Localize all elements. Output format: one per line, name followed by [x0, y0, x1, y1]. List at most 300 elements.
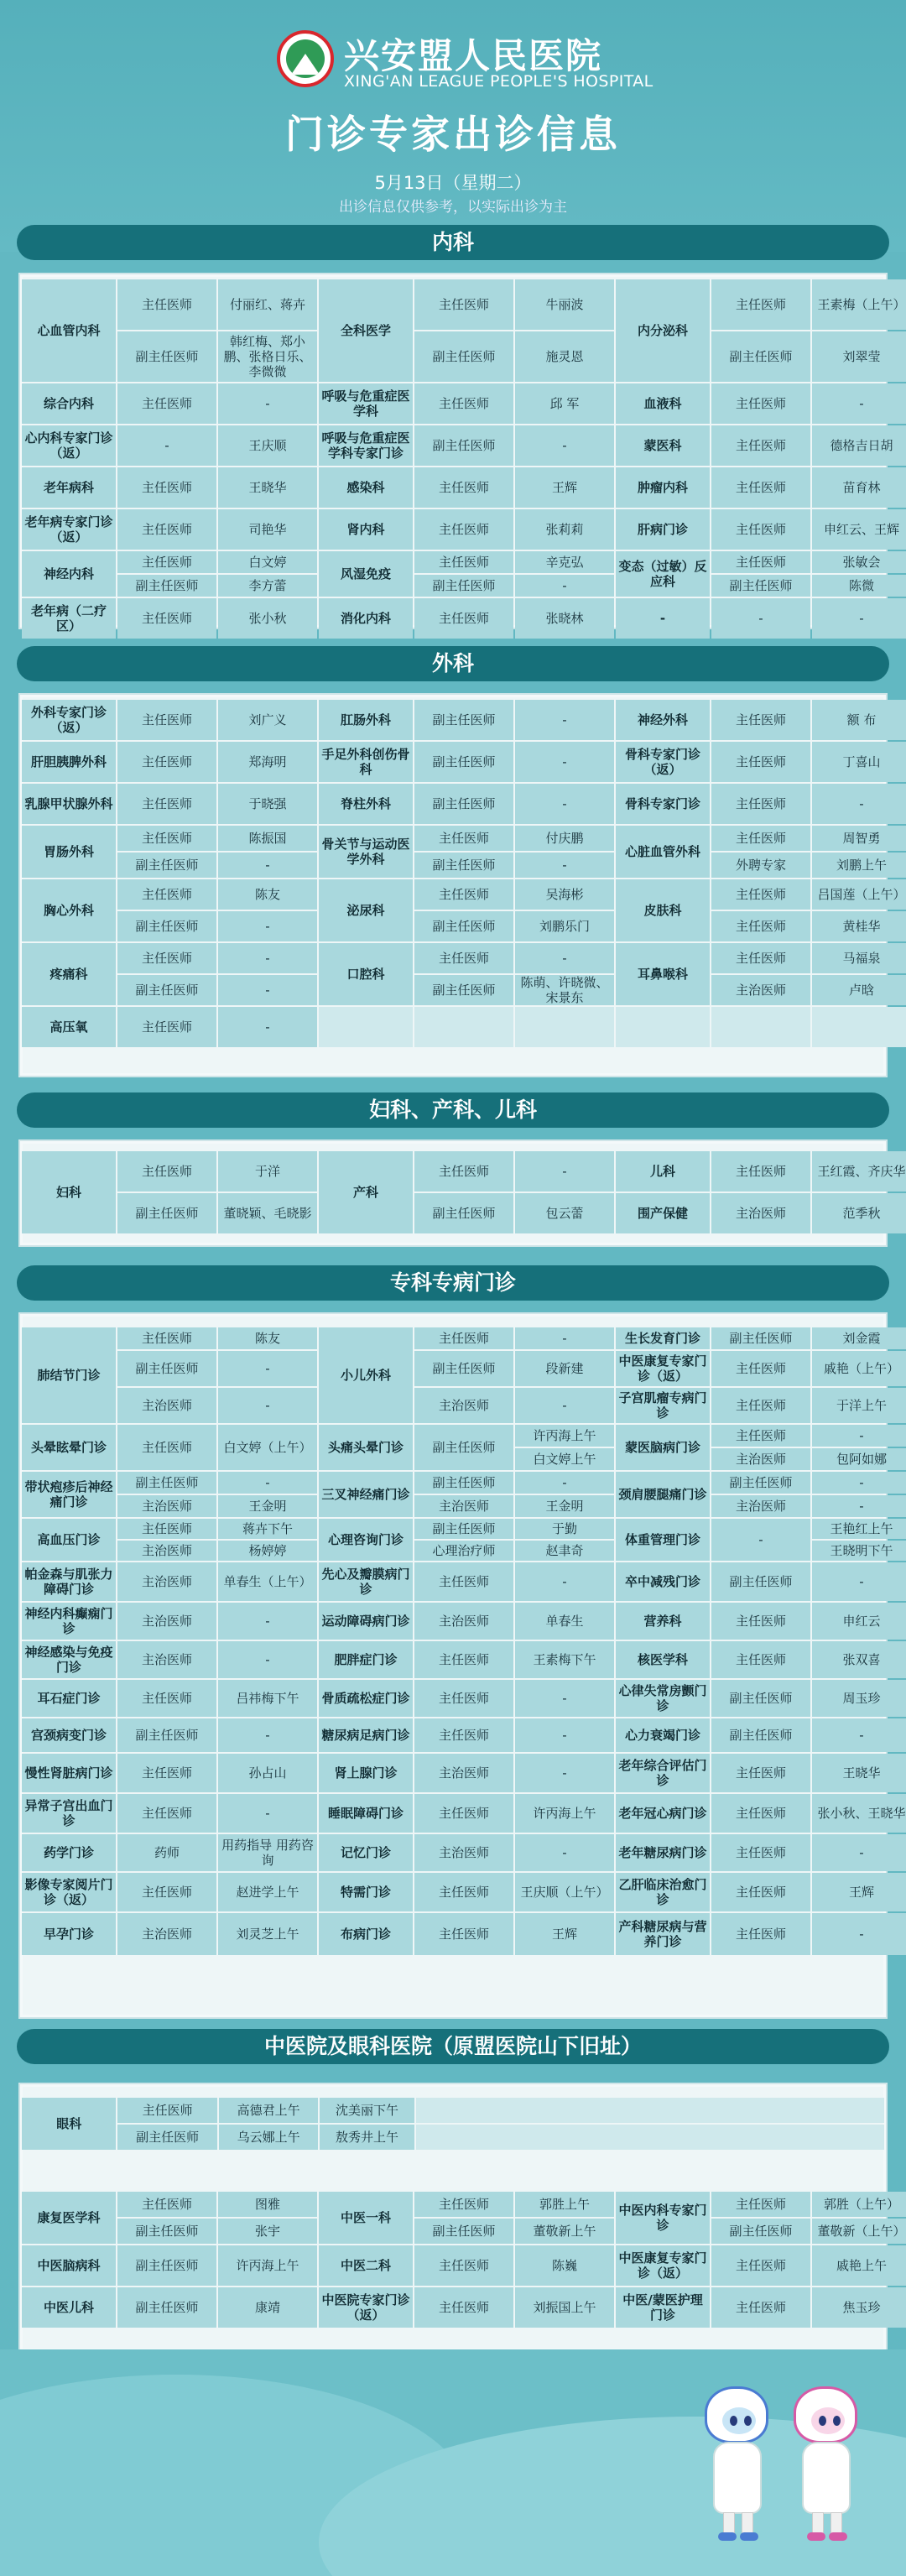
department-cell: 中医一科	[319, 2192, 413, 2244]
schedule-cell: 主任医师	[711, 911, 810, 941]
schedule-cell: -	[515, 1388, 614, 1423]
schedule-cell: 主任医师	[414, 1913, 513, 1955]
schedule-cell: 副主任医师	[414, 975, 513, 1005]
schedule-cell: -	[515, 575, 614, 597]
schedule-cell: 副主任医师	[711, 331, 810, 382]
neike-table	[20, 278, 906, 640]
schedule-cell: 主任医师	[711, 1425, 810, 1447]
empty-cell	[711, 1007, 810, 1047]
schedule-cell: 主任医师	[711, 1388, 810, 1423]
schedule-cell: -	[218, 1641, 317, 1678]
schedule-cell: 刘鹏上午	[812, 853, 906, 878]
schedule-cell: 副主任医师	[117, 575, 216, 597]
schedule-cell: 主任医师	[414, 879, 513, 910]
schedule-cell: 单春生	[515, 1603, 614, 1640]
schedule-cell: 段新建	[515, 1351, 614, 1386]
schedule-cell: -	[218, 911, 317, 941]
schedule-cell: -	[117, 425, 216, 466]
schedule-cell: 于勤	[515, 1519, 614, 1539]
department-cell: 风湿免疫	[319, 551, 413, 597]
department-cell: 外科专家门诊（返）	[22, 700, 116, 740]
empty-cell	[416, 2098, 884, 2123]
schedule-cell: 主任医师	[414, 1562, 513, 1601]
schedule-cell: 司艳华	[218, 509, 317, 550]
schedule-cell: 主任医师	[711, 1151, 810, 1192]
schedule-cell: 德格吉日胡	[812, 425, 906, 466]
schedule-cell: 主任医师	[711, 1873, 810, 1911]
schedule-cell: 主任医师	[414, 1718, 513, 1752]
schedule-cell: 许丙海上午	[218, 2245, 317, 2286]
department-cell: 血液科	[616, 383, 710, 424]
schedule-cell: 主任医师	[117, 826, 216, 851]
schedule-cell: -	[812, 784, 906, 824]
schedule-cell: 主任医师	[711, 1754, 810, 1792]
schedule-cell: 主治医师	[414, 1834, 513, 1871]
department-cell: 儿科	[616, 1151, 710, 1192]
department-cell: 眼科	[22, 2098, 116, 2150]
schedule-cell: 副主任医师	[414, 1472, 513, 1494]
schedule-cell: 主任医师	[711, 2192, 810, 2217]
schedule-cell: 副主任医师	[414, 575, 513, 597]
schedule-cell: -	[515, 1151, 614, 1192]
department-cell: 口腔科	[319, 943, 413, 1005]
hospital-logo-icon	[277, 30, 334, 87]
department-cell: 产科糖尿病与营养门诊	[616, 1913, 710, 1955]
schedule-cell: 李方蕾	[218, 575, 317, 597]
department-cell: 肥胖症门诊	[319, 1641, 413, 1678]
schedule-cell: 刘广义	[218, 700, 317, 740]
schedule-cell: 张双喜	[812, 1641, 906, 1678]
schedule-cell: 主任医师	[117, 1519, 216, 1539]
department-cell: 心脏血管外科	[616, 826, 710, 878]
empty-cell	[515, 1007, 614, 1047]
schedule-cell: 主任医师	[117, 467, 216, 508]
department-cell: 蒙医脑病门诊	[616, 1425, 710, 1470]
schedule-cell: 主任医师	[414, 1641, 513, 1678]
schedule-cell: 主任医师	[117, 700, 216, 740]
schedule-cell: 韩红梅、郑小鹏、张格日乐、李微微	[218, 331, 317, 382]
schedule-cell: 陈友	[218, 1327, 317, 1349]
department-cell: 老年综合评估门诊	[616, 1754, 710, 1792]
section-zhongyi-title: 中医院及眼科医院（原盟医院山下旧址）	[17, 2029, 889, 2064]
schedule-cell: 主治医师	[414, 1754, 513, 1792]
mascot-right-icon	[787, 2386, 864, 2546]
schedule-cell: 主治医师	[117, 1641, 216, 1678]
department-cell: 头晕眩晕门诊	[22, 1425, 116, 1470]
schedule-cell: -	[812, 1913, 906, 1955]
schedule-cell: 副主任医师	[117, 1472, 216, 1494]
department-cell: 妇科	[22, 1151, 116, 1233]
schedule-cell: 心理治疗师	[414, 1541, 513, 1561]
department-cell: -	[616, 598, 710, 639]
schedule-cell: 张小秋	[218, 598, 317, 639]
schedule-cell: 张晓林	[515, 598, 614, 639]
schedule-cell: 主任医师	[414, 551, 513, 573]
schedule-cell: 沈美丽下午	[320, 2098, 414, 2123]
schedule-cell: 黄桂华	[812, 911, 906, 941]
bottom-decoration	[0, 2349, 906, 2576]
schedule-cell: -	[218, 853, 317, 878]
department-cell: 耳鼻喉科	[616, 943, 710, 1005]
schedule-cell: 副主任医师	[117, 2125, 216, 2150]
schedule-cell: 吕国莲（上午）	[812, 879, 906, 910]
schedule-cell: 副主任医师	[117, 975, 216, 1005]
department-cell: 肾上腺门诊	[319, 1754, 413, 1792]
schedule-cell: 主任医师	[414, 2192, 513, 2217]
schedule-cell: 敖秀井上午	[320, 2125, 414, 2150]
schedule-cell: 包阿如娜	[812, 1448, 906, 1470]
schedule-cell: 卢晗	[812, 975, 906, 1005]
schedule-cell: -	[812, 1425, 906, 1447]
schedule-cell: 赵聿奇	[515, 1541, 614, 1561]
schedule-cell: 主任医师	[711, 2287, 810, 2328]
schedule-cell: 主任医师	[414, 1794, 513, 1833]
schedule-cell: 王庆顺	[218, 425, 317, 466]
section-neike-title: 内科	[17, 225, 889, 260]
schedule-cell: 主治医师	[117, 1541, 216, 1561]
department-cell: 手足外科创伤骨科	[319, 742, 413, 782]
schedule-cell: 王辉	[515, 1913, 614, 1955]
note-text: 出诊信息仅供参考，以实际出诊为主	[339, 199, 567, 216]
schedule-cell: -	[515, 1680, 614, 1717]
schedule-cell: 主任医师	[711, 943, 810, 973]
schedule-cell: -	[711, 1519, 810, 1561]
schedule-cell: 主任医师	[414, 826, 513, 851]
department-cell: 小儿外科	[319, 1327, 413, 1423]
department-cell: 消化内科	[319, 598, 413, 639]
department-cell: 呼吸与危重症医学科	[319, 383, 413, 424]
zhuanke-table	[20, 1326, 906, 1957]
department-cell: 骨科专家门诊（返）	[616, 742, 710, 782]
schedule-cell: 主任医师	[117, 1151, 216, 1192]
schedule-cell: 副主任医师	[711, 1562, 810, 1601]
schedule-cell: 主任医师	[117, 279, 216, 330]
empty-cell	[812, 1007, 906, 1047]
department-cell: 肝病门诊	[616, 509, 710, 550]
schedule-cell: 范季秋	[812, 1193, 906, 1233]
schedule-cell: 吕祎梅下午	[218, 1680, 317, 1717]
schedule-cell: 郭胜（上午）	[812, 2192, 906, 2217]
schedule-cell: 主任医师	[711, 879, 810, 910]
department-cell: 中医院专家门诊（返）	[319, 2287, 413, 2328]
department-cell: 肾内科	[319, 509, 413, 550]
department-cell: 感染科	[319, 467, 413, 508]
schedule-cell: 马福泉	[812, 943, 906, 973]
department-cell: 泌尿科	[319, 879, 413, 941]
schedule-cell: 王晓华	[218, 467, 317, 508]
department-cell: 神经内科癫痫门诊	[22, 1603, 116, 1640]
schedule-cell: -	[812, 1562, 906, 1601]
department-cell: 高血压门诊	[22, 1519, 116, 1561]
schedule-cell: 白文婷（上午）	[218, 1425, 317, 1470]
schedule-cell: 副主任医师	[414, 742, 513, 782]
schedule-cell: 王庆顺（上午）	[515, 1873, 614, 1911]
schedule-cell: 主治医师	[117, 1562, 216, 1601]
section-zhuanke-title: 专科专病门诊	[17, 1265, 889, 1301]
department-cell: 围产保健	[616, 1193, 710, 1233]
schedule-cell: 主治医师	[117, 1913, 216, 1955]
department-cell: 影像专家阅片门诊（返）	[22, 1873, 116, 1911]
schedule-cell: 牛丽波	[515, 279, 614, 330]
department-cell: 疼痛科	[22, 943, 116, 1005]
department-cell: 骨科专家门诊	[616, 784, 710, 824]
department-cell: 呼吸与危重症医学科专家门诊	[319, 425, 413, 466]
schedule-cell: 主治医师	[117, 1388, 216, 1423]
schedule-cell: 许丙海上午	[515, 1425, 614, 1447]
schedule-cell: 副主任医师	[117, 1718, 216, 1752]
schedule-cell: 主任医师	[117, 879, 216, 910]
schedule-cell: -	[218, 1718, 317, 1752]
schedule-cell: 主治医师	[414, 1603, 513, 1640]
page-header	[0, 0, 906, 220]
schedule-cell: 主任医师	[711, 279, 810, 330]
schedule-cell: 副主任医师	[414, 425, 513, 466]
department-cell: 异常子宫出血门诊	[22, 1794, 116, 1833]
schedule-cell: 主治医师	[117, 1495, 216, 1517]
schedule-cell: -	[515, 742, 614, 782]
department-cell: 脊柱外科	[319, 784, 413, 824]
schedule-cell: 张宇	[218, 2219, 317, 2244]
schedule-cell: 刘振国上午	[515, 2287, 614, 2328]
schedule-cell: 付丽红、蒋卉	[218, 279, 317, 330]
department-cell: 肛肠外科	[319, 700, 413, 740]
schedule-cell: 主任医师	[414, 598, 513, 639]
section-fuke-title: 妇科、产科、儿科	[17, 1092, 889, 1128]
schedule-cell: 主治医师	[414, 1495, 513, 1517]
schedule-cell: -	[218, 943, 317, 973]
department-cell: 神经感染与免疫门诊	[22, 1641, 116, 1678]
department-cell: 中医内科专家门诊	[616, 2192, 710, 2244]
department-cell: 子宫肌瘤专病门诊	[616, 1388, 710, 1423]
schedule-cell: 主任医师	[711, 1913, 810, 1955]
department-cell: 综合内科	[22, 383, 116, 424]
department-cell: 皮肤科	[616, 879, 710, 941]
empty-cell	[616, 1007, 710, 1047]
schedule-cell: 副主任医师	[117, 1193, 216, 1233]
schedule-cell: 王金明	[218, 1495, 317, 1517]
department-cell: 早孕门诊	[22, 1913, 116, 1955]
department-cell: 蒙医科	[616, 425, 710, 466]
department-cell: 胸心外科	[22, 879, 116, 941]
schedule-cell: 副主任医师	[117, 2245, 216, 2286]
schedule-cell: -	[515, 1472, 614, 1494]
department-cell: 帕金森与肌张力障碍门诊	[22, 1562, 116, 1601]
schedule-cell: 陈微	[812, 575, 906, 597]
schedule-cell: 主任医师	[414, 1680, 513, 1717]
schedule-cell: 白文婷上午	[515, 1448, 614, 1470]
schedule-cell: 吴海彬	[515, 879, 614, 910]
department-cell: 肺结节门诊	[22, 1327, 116, 1423]
schedule-cell: 主任医师	[117, 943, 216, 973]
schedule-cell: 包云蕾	[515, 1193, 614, 1233]
schedule-cell: 副主任医师	[711, 575, 810, 597]
schedule-cell: 副主任医师	[117, 853, 216, 878]
schedule-cell: 王艳红上午	[812, 1519, 906, 1539]
schedule-cell: 焦玉珍	[812, 2287, 906, 2328]
schedule-cell: 副主任医师	[711, 1680, 810, 1717]
schedule-cell: 董敬新上午	[515, 2219, 614, 2244]
fuke-table	[20, 1150, 906, 1235]
department-cell: 记忆门诊	[319, 1834, 413, 1871]
department-cell: 变态（过敏）反应科	[616, 551, 710, 597]
department-cell: 中医二科	[319, 2245, 413, 2286]
schedule-cell: 主任医师	[117, 1754, 216, 1792]
schedule-cell: 主任医师	[117, 1794, 216, 1833]
schedule-cell: 主治医师	[711, 1448, 810, 1470]
schedule-cell: 副主任医师	[414, 1193, 513, 1233]
schedule-cell: 副主任医师	[711, 1472, 810, 1494]
schedule-cell: 于洋上午	[812, 1388, 906, 1423]
schedule-cell: 主任医师	[711, 1834, 810, 1871]
schedule-cell: 副主任医师	[117, 2219, 216, 2244]
schedule-cell: 主任医师	[117, 509, 216, 550]
schedule-cell: 邱 军	[515, 383, 614, 424]
schedule-cell: -	[812, 598, 906, 639]
schedule-cell: -	[812, 383, 906, 424]
schedule-cell: 主任医师	[711, 551, 810, 573]
schedule-cell: 陈萌、许晓微、宋景东	[515, 975, 614, 1005]
page-title: 门诊专家出诊信息	[285, 112, 621, 157]
schedule-cell: 副主任医师	[414, 1351, 513, 1386]
schedule-cell: 申红云、王辉	[812, 509, 906, 550]
schedule-cell: 白文婷	[218, 551, 317, 573]
schedule-cell: 主治医师	[711, 1193, 810, 1233]
empty-cell	[414, 1007, 513, 1047]
schedule-cell: 陈振国	[218, 826, 317, 851]
schedule-cell: 主任医师	[414, 509, 513, 550]
schedule-cell: 主任医师	[117, 551, 216, 573]
schedule-cell: 陈巍	[515, 2245, 614, 2286]
schedule-cell: -	[812, 1718, 906, 1752]
schedule-cell: 于洋	[218, 1151, 317, 1192]
schedule-cell: 副主任医师	[711, 2219, 810, 2244]
department-cell: 神经外科	[616, 700, 710, 740]
schedule-cell: 主任医师	[117, 2098, 216, 2123]
schedule-cell: 王红霞、齐庆华	[812, 1151, 906, 1192]
section-waike-title: 外科	[17, 646, 889, 681]
department-cell: 睡眠障碍门诊	[319, 1794, 413, 1833]
schedule-cell: 副主任医师	[414, 1519, 513, 1539]
schedule-cell: 辛克弘	[515, 551, 614, 573]
schedule-cell: 副主任医师	[414, 2219, 513, 2244]
department-cell: 慢性肾脏病门诊	[22, 1754, 116, 1792]
schedule-cell: 张小秋、王晓华	[812, 1794, 906, 1833]
schedule-cell: 主任医师	[414, 467, 513, 508]
schedule-cell: 主治医师	[711, 1495, 810, 1517]
schedule-cell: 副主任医师	[117, 911, 216, 941]
schedule-cell: 苗育林	[812, 467, 906, 508]
schedule-cell: 外聘专家	[711, 853, 810, 878]
schedule-cell: 主任医师	[117, 2192, 216, 2217]
schedule-cell: -	[218, 1794, 317, 1833]
schedule-cell: 副主任医师	[117, 2287, 216, 2328]
schedule-cell: 康靖	[218, 2287, 317, 2328]
department-cell: 宫颈病变门诊	[22, 1718, 116, 1752]
schedule-cell: 主任医师	[117, 1873, 216, 1911]
department-cell: 肝胆胰脾外科	[22, 742, 116, 782]
department-cell: 药学门诊	[22, 1834, 116, 1871]
schedule-cell: 副主任医师	[414, 331, 513, 382]
schedule-cell: 王晓华	[812, 1754, 906, 1792]
schedule-cell: 蒋卉下午	[218, 1519, 317, 1539]
schedule-cell: 主任医师	[117, 1007, 216, 1047]
schedule-cell: 主任医师	[711, 1603, 810, 1640]
schedule-cell: 副主任医师	[414, 784, 513, 824]
department-cell: 乙肝临床治愈门诊	[616, 1873, 710, 1911]
schedule-cell: 王晓明下午	[812, 1541, 906, 1561]
department-cell: 康复医学科	[22, 2192, 116, 2244]
schedule-cell: 王辉	[515, 467, 614, 508]
schedule-cell: -	[515, 1834, 614, 1871]
schedule-cell: 图雅	[218, 2192, 317, 2217]
schedule-cell: 高德君上午	[219, 2098, 318, 2123]
department-cell: 体重管理门诊	[616, 1519, 710, 1561]
schedule-cell: 副主任医师	[414, 700, 513, 740]
schedule-cell: 主任医师	[414, 383, 513, 424]
schedule-cell: 主任医师	[117, 784, 216, 824]
schedule-cell: 药师	[117, 1834, 216, 1871]
schedule-cell: -	[515, 700, 614, 740]
schedule-cell: 申红云	[812, 1603, 906, 1640]
yanke-table	[20, 2096, 886, 2151]
department-cell: 神经内科	[22, 551, 116, 597]
department-cell: 胃肠外科	[22, 826, 116, 878]
department-cell: 老年病科	[22, 467, 116, 508]
department-cell: 先心及瓣膜病门诊	[319, 1562, 413, 1601]
department-cell: 内分泌科	[616, 279, 710, 382]
department-cell: 老年冠心病门诊	[616, 1794, 710, 1833]
department-cell: 心血管内科	[22, 279, 116, 382]
schedule-cell: -	[218, 1603, 317, 1640]
department-cell: 运动障碍病门诊	[319, 1603, 413, 1640]
schedule-cell: -	[515, 853, 614, 878]
schedule-cell: 主任医师	[117, 1327, 216, 1349]
schedule-cell: 施灵恩	[515, 331, 614, 382]
schedule-cell: 主任医师	[414, 2287, 513, 2328]
schedule-cell: -	[515, 784, 614, 824]
schedule-cell: 陈友	[218, 879, 317, 910]
schedule-cell: -	[515, 425, 614, 466]
schedule-cell: 刘金霞	[812, 1327, 906, 1349]
schedule-cell: 主任医师	[711, 1351, 810, 1386]
schedule-cell: 主任医师	[117, 742, 216, 782]
schedule-cell: 副主任医师	[117, 1351, 216, 1386]
schedule-cell: 张莉莉	[515, 509, 614, 550]
department-cell: 乳腺甲状腺外科	[22, 784, 116, 824]
zhongyi-table	[20, 2190, 906, 2329]
schedule-cell: 单春生（上午）	[218, 1562, 317, 1601]
schedule-cell: -	[711, 598, 810, 639]
department-cell: 心理咨询门诊	[319, 1519, 413, 1561]
schedule-cell: 董晓颖、毛晓影	[218, 1193, 317, 1233]
department-cell: 全科医学	[319, 279, 413, 382]
department-cell: 带状疱疹后神经痛门诊	[22, 1472, 116, 1517]
schedule-cell: 用药指导 用药咨询	[218, 1834, 317, 1871]
schedule-cell: 主任医师	[711, 826, 810, 851]
schedule-cell: 刘翠莹	[812, 331, 906, 382]
schedule-cell: 王辉	[812, 1873, 906, 1911]
schedule-cell: 戚艳上午	[812, 2245, 906, 2286]
schedule-cell: -	[218, 1388, 317, 1423]
schedule-cell: 主任医师	[711, 383, 810, 424]
department-cell: 生长发育门诊	[616, 1327, 710, 1349]
schedule-cell: -	[218, 383, 317, 424]
hospital-english-name: XING'AN LEAGUE PEOPLE'S HOSPITAL	[344, 72, 653, 91]
schedule-cell: 主任医师	[414, 1327, 513, 1349]
schedule-cell: 主任医师	[414, 943, 513, 973]
schedule-cell: 戚艳（上午）	[812, 1351, 906, 1386]
schedule-cell: 副主任医师	[414, 853, 513, 878]
